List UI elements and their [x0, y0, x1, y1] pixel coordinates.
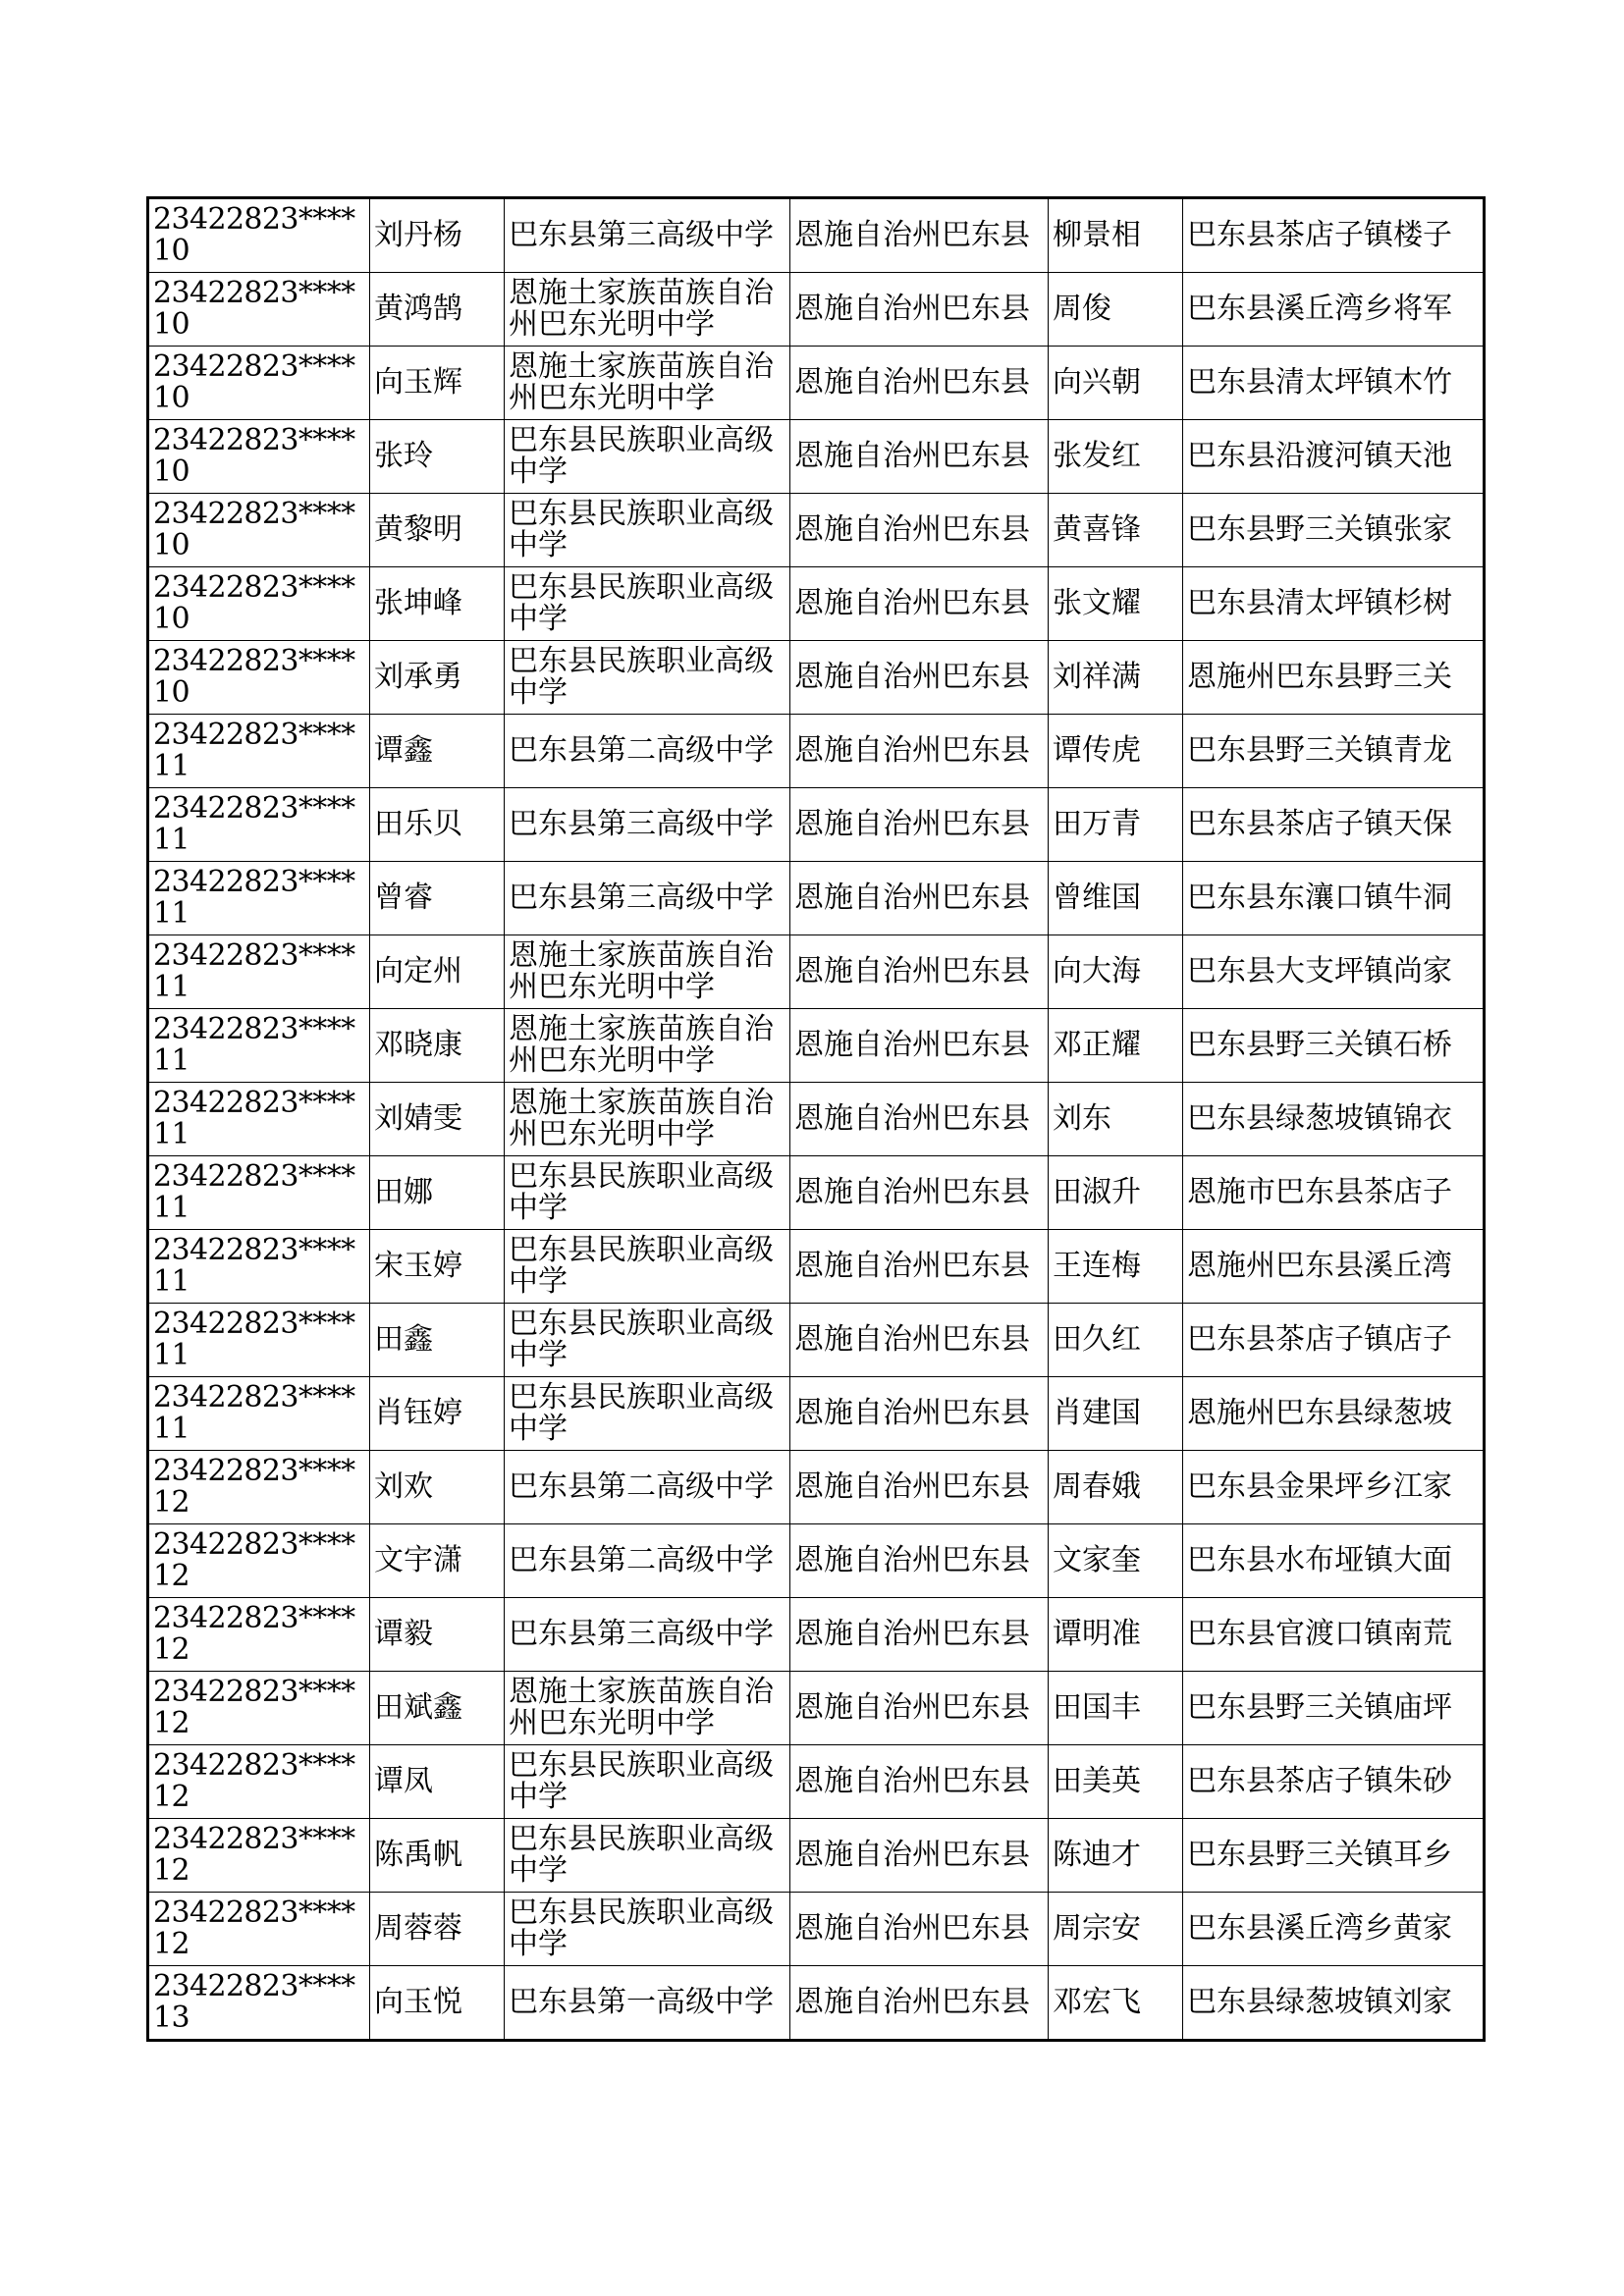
address-cell: 恩施州巴东县溪丘湾 [1183, 1230, 1485, 1304]
student-id-cell: 23422823****12 [148, 1672, 370, 1745]
school-cell: 巴东县民族职业高级中学 [505, 1304, 790, 1377]
address-cell: 恩施州巴东县野三关 [1183, 641, 1485, 715]
address-cell: 巴东县茶店子镇楼子 [1183, 198, 1485, 273]
table-row [148, 1893, 1485, 1966]
table-row [148, 494, 1485, 567]
region-cell: 恩施自治州巴东县 [790, 935, 1049, 1009]
student-id-cell: 23422823****12 [148, 1451, 370, 1524]
region-cell: 恩施自治州巴东县 [790, 1230, 1049, 1304]
table-row [148, 641, 1485, 715]
guardian-name-cell: 张文耀 [1049, 567, 1183, 641]
student-id-cell: 23422823****11 [148, 935, 370, 1009]
address-cell: 巴东县溪丘湾乡将军 [1183, 273, 1485, 347]
school-cell: 恩施土家族苗族自治州巴东光明中学 [505, 935, 790, 1009]
guardian-name-cell: 田国丰 [1049, 1672, 1183, 1745]
guardian-name-cell: 柳景相 [1049, 198, 1183, 273]
school-cell: 巴东县第一高级中学 [505, 1966, 790, 2041]
guardian-name-cell: 邓正耀 [1049, 1009, 1183, 1083]
school-cell: 恩施土家族苗族自治州巴东光明中学 [505, 273, 790, 347]
region-cell: 恩施自治州巴东县 [790, 1598, 1049, 1672]
table-row [148, 1672, 1485, 1745]
student-name-cell: 曾睿 [370, 862, 505, 935]
table-row [148, 935, 1485, 1009]
school-cell: 恩施土家族苗族自治州巴东光明中学 [505, 1672, 790, 1745]
address-cell: 巴东县野三关镇庙坪 [1183, 1672, 1485, 1745]
student-name-cell: 田鑫 [370, 1304, 505, 1377]
table-row [148, 1009, 1485, 1083]
student-name-cell: 谭毅 [370, 1598, 505, 1672]
table-row [148, 1451, 1485, 1524]
student-id-cell: 23422823****10 [148, 641, 370, 715]
student-id-cell: 23422823****12 [148, 1524, 370, 1598]
table-row [148, 1377, 1485, 1451]
table-row [148, 715, 1485, 788]
address-cell: 巴东县清太坪镇杉树 [1183, 567, 1485, 641]
student-name-cell: 田乐贝 [370, 788, 505, 862]
student-name-cell: 周蓉蓉 [370, 1893, 505, 1966]
student-id-cell: 23422823****11 [148, 1230, 370, 1304]
student-name-cell: 刘婧雯 [370, 1083, 505, 1156]
guardian-name-cell: 张发红 [1049, 420, 1183, 494]
school-cell: 巴东县民族职业高级中学 [505, 420, 790, 494]
student-id-cell: 23422823****11 [148, 1156, 370, 1230]
region-cell: 恩施自治州巴东县 [790, 641, 1049, 715]
region-cell: 恩施自治州巴东县 [790, 1893, 1049, 1966]
address-cell: 巴东县野三关镇石桥 [1183, 1009, 1485, 1083]
address-cell: 巴东县溪丘湾乡黄家 [1183, 1893, 1485, 1966]
guardian-name-cell: 刘祥满 [1049, 641, 1183, 715]
region-cell: 恩施自治州巴东县 [790, 198, 1049, 273]
student-name-cell: 陈禹帆 [370, 1819, 505, 1893]
student-name-cell: 张玲 [370, 420, 505, 494]
address-cell: 巴东县茶店子镇朱砂 [1183, 1745, 1485, 1819]
region-cell: 恩施自治州巴东县 [790, 567, 1049, 641]
guardian-name-cell: 王连梅 [1049, 1230, 1183, 1304]
region-cell: 恩施自治州巴东县 [790, 1819, 1049, 1893]
guardian-name-cell: 曾维国 [1049, 862, 1183, 935]
student-id-cell: 23422823****11 [148, 862, 370, 935]
school-cell: 巴东县第三高级中学 [505, 1598, 790, 1672]
region-cell: 恩施自治州巴东县 [790, 715, 1049, 788]
guardian-name-cell: 田淑升 [1049, 1156, 1183, 1230]
region-cell: 恩施自治州巴东县 [790, 273, 1049, 347]
region-cell: 恩施自治州巴东县 [790, 1451, 1049, 1524]
student-name-cell: 向玉辉 [370, 347, 505, 420]
region-cell: 恩施自治州巴东县 [790, 788, 1049, 862]
student-id-cell: 23422823****10 [148, 567, 370, 641]
student-id-cell: 23422823****12 [148, 1819, 370, 1893]
table-row [148, 567, 1485, 641]
table-row [148, 1083, 1485, 1156]
guardian-name-cell: 谭明准 [1049, 1598, 1183, 1672]
guardian-name-cell: 周春娥 [1049, 1451, 1183, 1524]
student-name-cell: 肖钰婷 [370, 1377, 505, 1451]
student-roster-table [146, 196, 1486, 2042]
region-cell: 恩施自治州巴东县 [790, 347, 1049, 420]
school-cell: 巴东县民族职业高级中学 [505, 641, 790, 715]
address-cell: 巴东县水布垭镇大面 [1183, 1524, 1485, 1598]
school-cell: 巴东县民族职业高级中学 [505, 1230, 790, 1304]
student-id-cell: 23422823****10 [148, 273, 370, 347]
school-cell: 巴东县民族职业高级中学 [505, 1893, 790, 1966]
address-cell: 恩施市巴东县茶店子 [1183, 1156, 1485, 1230]
guardian-name-cell: 肖建国 [1049, 1377, 1183, 1451]
student-name-cell: 黄黎明 [370, 494, 505, 567]
student-id-cell: 23422823****11 [148, 715, 370, 788]
student-name-cell: 向定州 [370, 935, 505, 1009]
region-cell: 恩施自治州巴东县 [790, 1083, 1049, 1156]
table-row [148, 198, 1485, 273]
address-cell: 巴东县茶店子镇天保 [1183, 788, 1485, 862]
address-cell: 恩施州巴东县绿葱坡 [1183, 1377, 1485, 1451]
address-cell: 巴东县金果坪乡江家 [1183, 1451, 1485, 1524]
student-id-cell: 23422823****11 [148, 1304, 370, 1377]
region-cell: 恩施自治州巴东县 [790, 1745, 1049, 1819]
student-name-cell: 谭鑫 [370, 715, 505, 788]
table-row [148, 347, 1485, 420]
region-cell: 恩施自治州巴东县 [790, 1672, 1049, 1745]
student-name-cell: 文宇潇 [370, 1524, 505, 1598]
table-row [148, 1598, 1485, 1672]
table-row [148, 420, 1485, 494]
table-row [148, 862, 1485, 935]
student-id-cell: 23422823****10 [148, 198, 370, 273]
school-cell: 恩施土家族苗族自治州巴东光明中学 [505, 347, 790, 420]
address-cell: 巴东县官渡口镇南荒 [1183, 1598, 1485, 1672]
guardian-name-cell: 文家奎 [1049, 1524, 1183, 1598]
student-name-cell: 刘承勇 [370, 641, 505, 715]
student-id-cell: 23422823****10 [148, 420, 370, 494]
school-cell: 巴东县第二高级中学 [505, 1451, 790, 1524]
school-cell: 巴东县民族职业高级中学 [505, 1156, 790, 1230]
guardian-name-cell: 田久红 [1049, 1304, 1183, 1377]
guardian-name-cell: 田万青 [1049, 788, 1183, 862]
school-cell: 巴东县第三高级中学 [505, 862, 790, 935]
address-cell: 巴东县绿葱坡镇锦衣 [1183, 1083, 1485, 1156]
guardian-name-cell: 周俊 [1049, 273, 1183, 347]
address-cell: 巴东县绿葱坡镇刘家 [1183, 1966, 1485, 2041]
table-row [148, 1304, 1485, 1377]
student-name-cell: 向玉悦 [370, 1966, 505, 2041]
guardian-name-cell: 邓宏飞 [1049, 1966, 1183, 2041]
student-name-cell: 张坤峰 [370, 567, 505, 641]
guardian-name-cell: 向大海 [1049, 935, 1183, 1009]
school-cell: 巴东县第三高级中学 [505, 198, 790, 273]
student-name-cell: 谭凤 [370, 1745, 505, 1819]
guardian-name-cell: 陈迪才 [1049, 1819, 1183, 1893]
student-id-cell: 23422823****12 [148, 1598, 370, 1672]
student-name-cell: 邓晓康 [370, 1009, 505, 1083]
region-cell: 恩施自治州巴东县 [790, 494, 1049, 567]
table-row [148, 1819, 1485, 1893]
address-cell: 巴东县野三关镇张家 [1183, 494, 1485, 567]
school-cell: 巴东县民族职业高级中学 [505, 1819, 790, 1893]
region-cell: 恩施自治州巴东县 [790, 1966, 1049, 2041]
guardian-name-cell: 田美英 [1049, 1745, 1183, 1819]
region-cell: 恩施自治州巴东县 [790, 1377, 1049, 1451]
student-name-cell: 宋玉婷 [370, 1230, 505, 1304]
table-row [148, 788, 1485, 862]
table-row [148, 1156, 1485, 1230]
school-cell: 巴东县第三高级中学 [505, 788, 790, 862]
student-id-cell: 23422823****11 [148, 1377, 370, 1451]
student-id-cell: 23422823****11 [148, 788, 370, 862]
address-cell: 巴东县大支坪镇尚家 [1183, 935, 1485, 1009]
school-cell: 巴东县民族职业高级中学 [505, 1745, 790, 1819]
student-id-cell: 23422823****10 [148, 494, 370, 567]
region-cell: 恩施自治州巴东县 [790, 862, 1049, 935]
school-cell: 巴东县民族职业高级中学 [505, 567, 790, 641]
student-id-cell: 23422823****13 [148, 1966, 370, 2041]
address-cell: 巴东县沿渡河镇天池 [1183, 420, 1485, 494]
guardian-name-cell: 周宗安 [1049, 1893, 1183, 1966]
region-cell: 恩施自治州巴东县 [790, 1524, 1049, 1598]
address-cell: 巴东县清太坪镇木竹 [1183, 347, 1485, 420]
school-cell: 恩施土家族苗族自治州巴东光明中学 [505, 1083, 790, 1156]
address-cell: 巴东县野三关镇青龙 [1183, 715, 1485, 788]
school-cell: 巴东县第二高级中学 [505, 1524, 790, 1598]
region-cell: 恩施自治州巴东县 [790, 420, 1049, 494]
student-name-cell: 田娜 [370, 1156, 505, 1230]
table-row [148, 1966, 1485, 2041]
table-row [148, 1524, 1485, 1598]
guardian-name-cell: 向兴朝 [1049, 347, 1183, 420]
school-cell: 巴东县第二高级中学 [505, 715, 790, 788]
student-name-cell: 刘欢 [370, 1451, 505, 1524]
address-cell: 巴东县茶店子镇店子 [1183, 1304, 1485, 1377]
student-name-cell: 刘丹杨 [370, 198, 505, 273]
region-cell: 恩施自治州巴东县 [790, 1304, 1049, 1377]
student-id-cell: 23422823****10 [148, 347, 370, 420]
school-cell: 巴东县民族职业高级中学 [505, 1377, 790, 1451]
student-id-cell: 23422823****12 [148, 1745, 370, 1819]
student-name-cell: 田斌鑫 [370, 1672, 505, 1745]
region-cell: 恩施自治州巴东县 [790, 1009, 1049, 1083]
student-name-cell: 黄鸿鹄 [370, 273, 505, 347]
guardian-name-cell: 黄喜锋 [1049, 494, 1183, 567]
table-row [148, 1230, 1485, 1304]
school-cell: 巴东县民族职业高级中学 [505, 494, 790, 567]
student-id-cell: 23422823****11 [148, 1083, 370, 1156]
address-cell: 巴东县野三关镇耳乡 [1183, 1819, 1485, 1893]
student-id-cell: 23422823****12 [148, 1893, 370, 1966]
guardian-name-cell: 谭传虎 [1049, 715, 1183, 788]
roster-body [148, 198, 1485, 2041]
table-row [148, 273, 1485, 347]
student-id-cell: 23422823****11 [148, 1009, 370, 1083]
region-cell: 恩施自治州巴东县 [790, 1156, 1049, 1230]
address-cell: 巴东县东瀼口镇牛洞 [1183, 862, 1485, 935]
school-cell: 恩施土家族苗族自治州巴东光明中学 [505, 1009, 790, 1083]
table-row [148, 1745, 1485, 1819]
guardian-name-cell: 刘东 [1049, 1083, 1183, 1156]
